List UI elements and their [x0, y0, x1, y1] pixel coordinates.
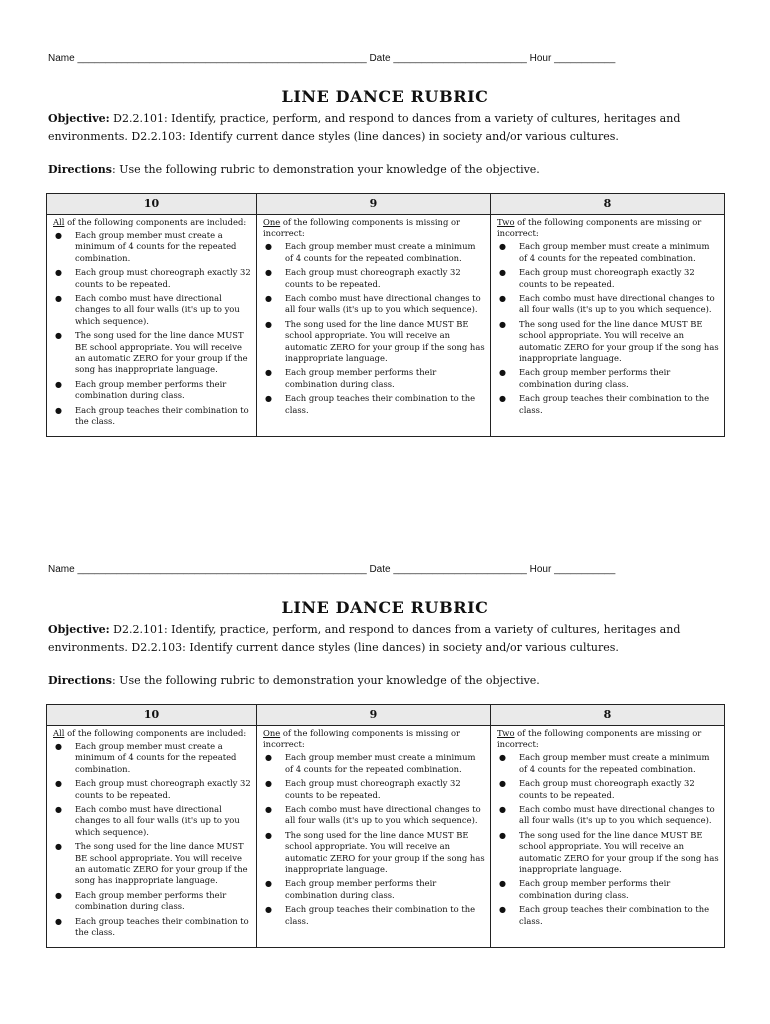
bullet-icon: ● [499, 368, 506, 378]
objective-label: Objective: [48, 623, 110, 636]
page-title: LINE DANCE RUBRIC [281, 598, 489, 617]
criteria-intro-text: of the following components is missing or incorrect: [263, 217, 461, 239]
list-item [263, 752, 485, 774]
directions-text: : Use the following rubric to demonstration your knowledge of the objective. [112, 674, 540, 687]
bullet-icon: ● [265, 368, 272, 378]
criteria-text: The song used for the line dance MUST BE school appropriate. You will receive an automatic ZERO for your group if the song has inappropriate language. [285, 830, 485, 874]
list-item [497, 241, 719, 263]
list-item [497, 293, 719, 315]
criteria-cell-9 [257, 215, 491, 437]
criteria-text: Each group must choreograph exactly 32 counts to be repeated. [75, 267, 251, 289]
bullet-icon: ● [265, 753, 272, 763]
criteria-text: Each group teaches their combination to the class. [75, 915, 249, 937]
list-item [53, 804, 251, 838]
criteria-text: Each combo must have directional changes to all four walls (it's up to you which sequence). [75, 293, 240, 326]
score-header-9: 9 [257, 705, 491, 726]
criteria-text: Each group member performs their combination during class. [75, 378, 227, 400]
bullet-icon: ● [55, 916, 62, 926]
date-blank[interactable]: ________________________ [393, 564, 527, 575]
list-item [497, 752, 719, 774]
criteria-qualifier: One [263, 728, 281, 738]
criteria-cell-10 [47, 215, 257, 437]
rubric-header-row [47, 194, 725, 215]
date-label: Date [369, 564, 391, 575]
criteria-list [497, 241, 719, 415]
list-item [53, 267, 251, 289]
score-header-10: 10 [47, 705, 257, 726]
list-item [263, 393, 485, 415]
list-item [53, 230, 251, 264]
criteria-text: Each group member performs their combination during class. [519, 878, 671, 900]
bullet-icon: ● [55, 405, 62, 415]
bullet-icon: ● [55, 805, 62, 815]
list-item [497, 319, 719, 364]
criteria-text: Each group teaches their combination to the class. [285, 393, 476, 415]
criteria-cell-9 [257, 726, 491, 948]
criteria-text: The song used for the line dance MUST BE school appropriate. You will receive an automatic ZERO for your group if the song has inappropriate language. [519, 319, 719, 363]
bullet-icon: ● [499, 294, 506, 304]
bullet-icon: ● [55, 268, 62, 278]
list-item [53, 741, 251, 775]
criteria-text: Each group teaches their combination to the class. [519, 393, 710, 415]
criteria-text: Each combo must have directional changes to all four walls (it's up to you which sequence). [285, 804, 481, 826]
list-item [53, 841, 251, 886]
bullet-icon: ● [55, 890, 62, 900]
criteria-text: Each group member must create a minimum of 4 counts for the repeated combination. [75, 741, 237, 774]
bullet-icon: ● [499, 320, 506, 330]
date-blank[interactable]: ________________________ [393, 53, 527, 64]
list-item [497, 367, 719, 389]
bullet-icon: ● [265, 779, 272, 789]
list-item [53, 293, 251, 327]
name-blank[interactable]: ____________________________________________________ [77, 53, 367, 64]
criteria-intro [497, 728, 719, 750]
criteria-text: Each group member must create a minimum of 4 counts for the repeated combination. [75, 230, 237, 263]
criteria-intro [53, 217, 251, 228]
criteria-text: Each combo must have directional changes to all four walls (it's up to you which sequence). [519, 293, 715, 315]
criteria-text: Each combo must have directional changes to all four walls (it's up to you which sequence). [519, 804, 715, 826]
bullet-icon: ● [499, 268, 506, 278]
criteria-text: Each group must choreograph exactly 32 counts to be repeated. [285, 267, 461, 289]
bullet-icon: ● [265, 320, 272, 330]
directions-text: : Use the following rubric to demonstration your knowledge of the objective. [112, 163, 540, 176]
bullet-icon: ● [265, 879, 272, 889]
criteria-list [263, 241, 485, 415]
bullet-icon: ● [55, 379, 62, 389]
bullet-icon: ● [265, 242, 272, 252]
bullet-icon: ● [265, 805, 272, 815]
bullet-icon: ● [55, 779, 62, 789]
student-info-line [48, 564, 718, 575]
bullet-icon: ● [499, 242, 506, 252]
bullet-icon: ● [499, 879, 506, 889]
bullet-icon: ● [55, 231, 62, 241]
criteria-list [263, 752, 485, 926]
criteria-text: Each group member performs their combination during class. [285, 878, 437, 900]
bullet-icon: ● [265, 831, 272, 841]
bullet-icon: ● [499, 831, 506, 841]
directions-paragraph [48, 162, 716, 178]
criteria-intro-text: of the following components are included: [64, 217, 247, 227]
name-label: Name [48, 564, 75, 575]
criteria-text: Each group member must create a minimum of 4 counts for the repeated combination. [519, 241, 710, 263]
criteria-cell-10 [47, 726, 257, 948]
criteria-cell-8 [491, 726, 725, 948]
list-item [53, 916, 251, 938]
bullet-icon: ● [265, 905, 272, 915]
criteria-text: Each group teaches their combination to the class. [285, 904, 476, 926]
hour-label: Hour [529, 53, 552, 64]
objective-paragraph [48, 110, 716, 146]
score-header-9: 9 [257, 194, 491, 215]
list-item [263, 367, 485, 389]
criteria-text: Each group must choreograph exactly 32 counts to be repeated. [519, 267, 695, 289]
list-item [497, 830, 719, 875]
score-header-8: 8 [491, 705, 725, 726]
criteria-text: Each group member must create a minimum of 4 counts for the repeated combination. [285, 752, 476, 774]
bullet-icon: ● [265, 294, 272, 304]
student-info-line [48, 53, 718, 64]
criteria-text: Each group member performs their combination during class. [75, 889, 227, 911]
criteria-qualifier: One [263, 217, 281, 227]
list-item [263, 241, 485, 263]
criteria-list [53, 741, 251, 938]
date-label: Date [369, 53, 391, 64]
objective-paragraph [48, 621, 716, 657]
criteria-text: Each combo must have directional changes to all four walls (it's up to you which sequence). [75, 804, 240, 837]
hour-label: Hour [529, 564, 552, 575]
criteria-intro-text: of the following components are included: [64, 728, 247, 738]
directions-paragraph [48, 673, 716, 689]
criteria-text: Each group teaches their combination to the class. [75, 404, 249, 426]
objective-text: D2.2.101: Identify, practice, perform, and respond to dances from a variety of cultures, heritages and environments. D2.2.103: Identify current dance styles (line dances) in society and/or various cultures. [48, 623, 681, 654]
criteria-intro-text: of the following components are missing or incorrect: [497, 217, 702, 239]
bullet-icon: ● [499, 805, 506, 815]
name-label: Name [48, 53, 75, 64]
criteria-intro-text: of the following components are missing or incorrect: [497, 728, 702, 750]
criteria-qualifier: Two [497, 728, 515, 738]
list-item [53, 330, 251, 375]
list-item [263, 904, 485, 926]
criteria-text: The song used for the line dance MUST BE school appropriate. You will receive an automatic ZERO for your group if the song has inappropriate language. [285, 319, 485, 363]
criteria-intro [263, 217, 485, 239]
bullet-icon: ● [499, 779, 506, 789]
list-item [263, 804, 485, 826]
bullet-icon: ● [55, 294, 62, 304]
list-item [263, 778, 485, 800]
criteria-text: Each group member must create a minimum of 4 counts for the repeated combination. [519, 752, 710, 774]
criteria-text: Each group member performs their combination during class. [285, 367, 437, 389]
criteria-intro-text: of the following components is missing or incorrect: [263, 728, 461, 750]
bullet-icon: ● [55, 842, 62, 852]
name-blank[interactable]: ____________________________________________________ [77, 564, 367, 575]
list-item [263, 319, 485, 364]
criteria-intro [53, 728, 251, 739]
bullet-icon: ● [499, 753, 506, 763]
criteria-text: Each combo must have directional changes to all four walls (it's up to you which sequence). [285, 293, 481, 315]
criteria-cell-8 [491, 215, 725, 437]
list-item [53, 778, 251, 800]
objective-label: Objective: [48, 112, 110, 125]
criteria-text: Each group teaches their combination to the class. [519, 904, 710, 926]
criteria-qualifier: Two [497, 217, 515, 227]
score-header-8: 8 [491, 194, 725, 215]
objective-text: D2.2.101: Identify, practice, perform, and respond to dances from a variety of cultures, heritages and environments. D2.2.103: Identify current dance styles (line dances) in society and/or various cultures. [48, 112, 681, 143]
criteria-text: The song used for the line dance MUST BE school appropriate. You will receive an automatic ZERO for your group if the song has inappropriate language. [75, 330, 248, 374]
rubric-criteria-row [47, 215, 725, 437]
list-item [497, 878, 719, 900]
rubric-criteria-row [47, 726, 725, 948]
rubric-table [46, 704, 725, 948]
criteria-intro [263, 728, 485, 750]
criteria-list [497, 752, 719, 926]
list-item [263, 830, 485, 875]
hour-blank[interactable]: ___________ [554, 564, 616, 575]
list-item [497, 393, 719, 415]
list-item [263, 293, 485, 315]
criteria-qualifier: All [53, 217, 65, 227]
hour-blank[interactable]: ___________ [554, 53, 616, 64]
rubric-table [46, 193, 725, 437]
rubric-header-row [47, 705, 725, 726]
list-item [263, 878, 485, 900]
list-item [497, 804, 719, 826]
list-item [263, 267, 485, 289]
list-item [497, 267, 719, 289]
bullet-icon: ● [55, 331, 62, 341]
list-item [53, 379, 251, 401]
criteria-list [53, 230, 251, 427]
list-item [53, 890, 251, 912]
bullet-icon: ● [499, 905, 506, 915]
criteria-text: Each group member must create a minimum of 4 counts for the repeated combination. [285, 241, 476, 263]
score-header-10: 10 [47, 194, 257, 215]
criteria-text: Each group must choreograph exactly 32 counts to be repeated. [285, 778, 461, 800]
list-item [497, 778, 719, 800]
list-item [53, 405, 251, 427]
criteria-text: Each group must choreograph exactly 32 counts to be repeated. [519, 778, 695, 800]
page-title: LINE DANCE RUBRIC [281, 87, 489, 106]
criteria-text: Each group must choreograph exactly 32 counts to be repeated. [75, 778, 251, 800]
bullet-icon: ● [55, 742, 62, 752]
directions-label: Directions [48, 163, 112, 176]
criteria-qualifier: All [53, 728, 65, 738]
criteria-text: Each group member performs their combination during class. [519, 367, 671, 389]
criteria-text: The song used for the line dance MUST BE school appropriate. You will receive an automatic ZERO for your group if the song has inappropriate language. [75, 841, 248, 885]
list-item [497, 904, 719, 926]
bullet-icon: ● [265, 268, 272, 278]
bullet-icon: ● [499, 394, 506, 404]
rubric-sheet-bottom [0, 511, 770, 1023]
criteria-intro [497, 217, 719, 239]
criteria-text: The song used for the line dance MUST BE school appropriate. You will receive an automatic ZERO for your group if the song has inappropriate language. [519, 830, 719, 874]
bullet-icon: ● [265, 394, 272, 404]
directions-label: Directions [48, 674, 112, 687]
